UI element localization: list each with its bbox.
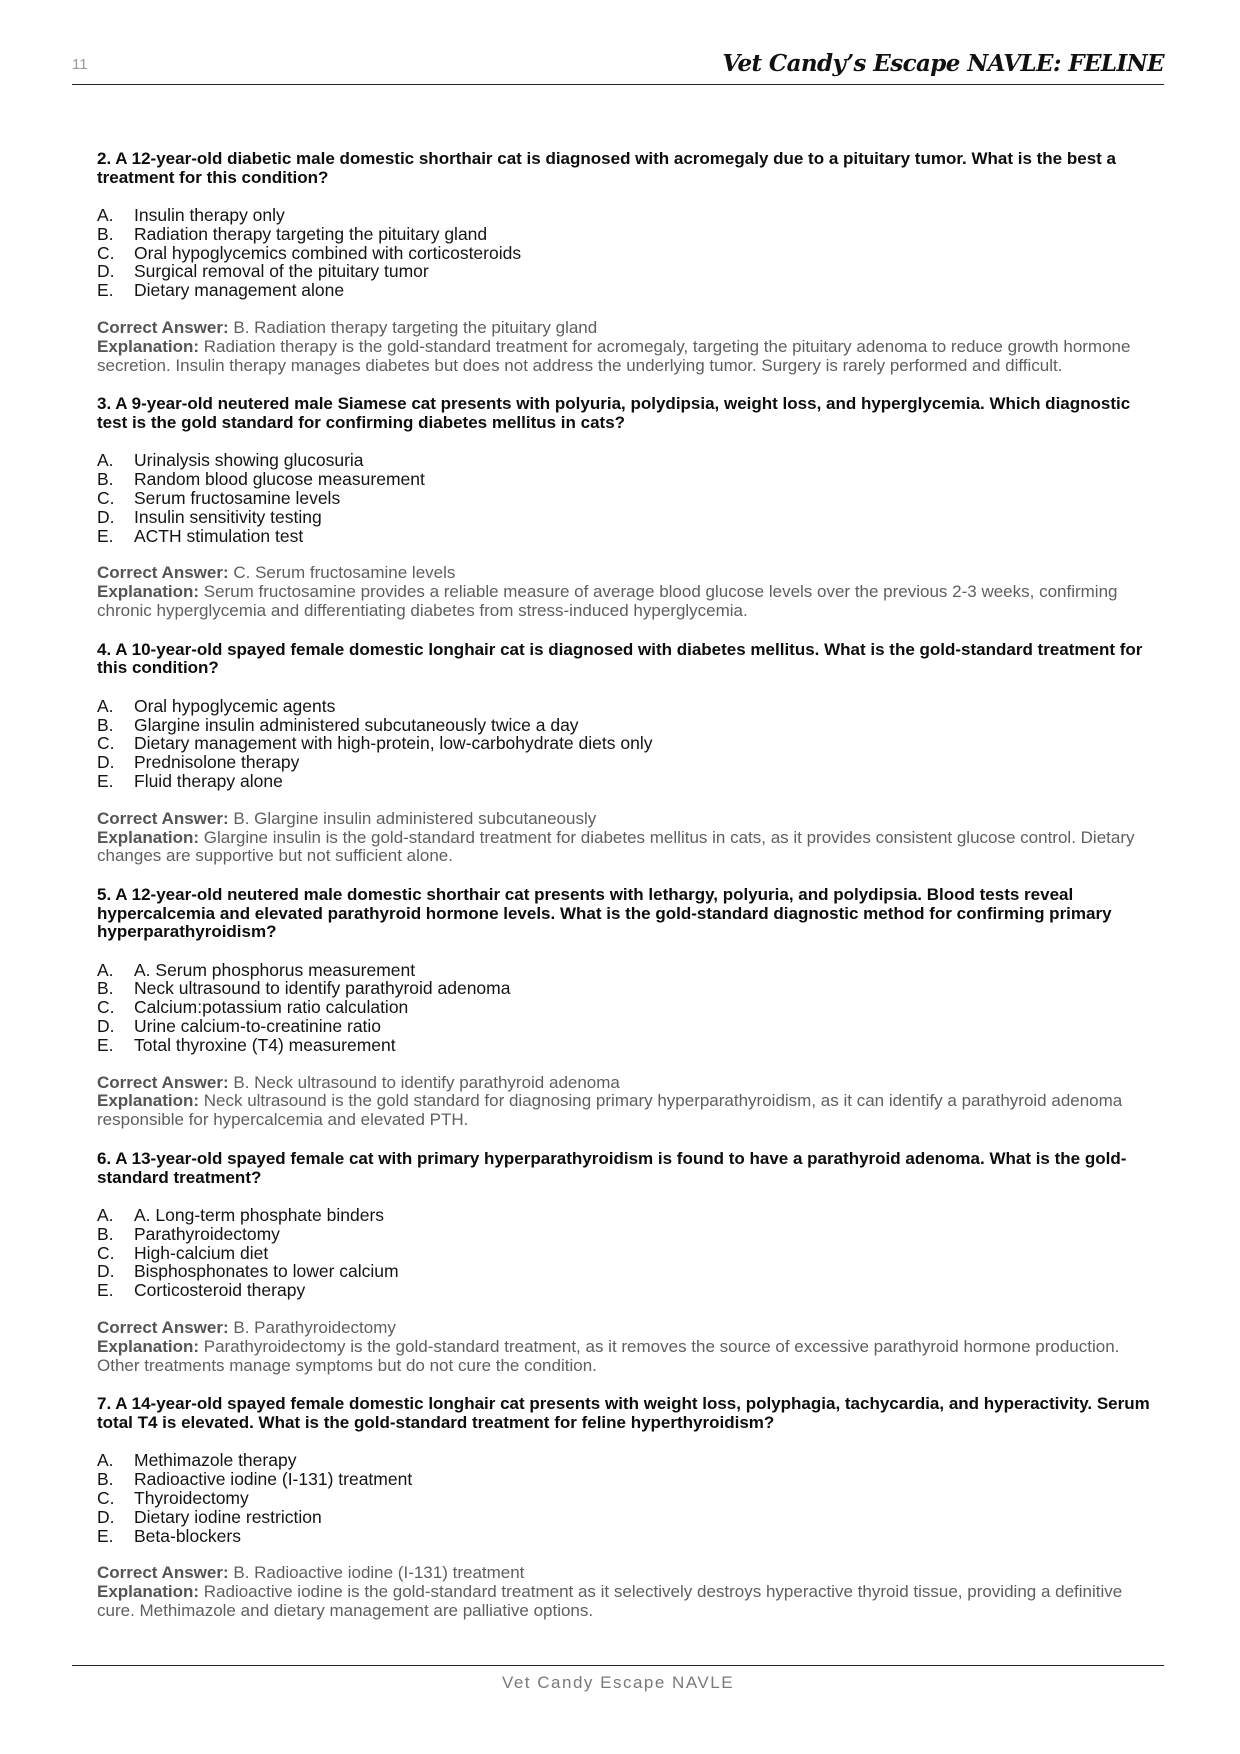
option-text: Surgical removal of the pituitary tumor bbox=[134, 261, 429, 282]
explanation bbox=[97, 1338, 1157, 1376]
option-text: A. Long-term phosphate binders bbox=[134, 1205, 385, 1225]
answer-option bbox=[97, 451, 1157, 470]
option-letter: E. bbox=[97, 1280, 114, 1301]
question-text: 2. A 12-year-old diabetic male domestic shorthair cat is diagnosed with acromegaly due to a pituitary tumor. What is the best a treatment for this condition? bbox=[97, 149, 1116, 187]
option-text: Parathyroidectomy bbox=[134, 1223, 280, 1244]
answer-option bbox=[97, 1036, 1157, 1055]
question-block bbox=[97, 150, 1157, 375]
explanation-label: Explanation: bbox=[97, 1582, 200, 1602]
option-text: Oral hypoglycemics combined with corticosteroids bbox=[134, 242, 522, 263]
explanation-text: Radioactive iodine is the gold-standard treatment as it selectively destroys hyperactive thyroid tissue, providing a definitive cure. Methimazole and dietary management are palliative options. bbox=[97, 1582, 1123, 1620]
option-text: Total thyroxine (T4) measurement bbox=[134, 1034, 396, 1055]
answer-option bbox=[97, 753, 1157, 772]
option-text: Dietary management with high-protein, low-carbohydrate diets only bbox=[134, 733, 653, 754]
option-letter: D. bbox=[97, 506, 115, 527]
answer-option bbox=[97, 225, 1157, 244]
answer-option bbox=[97, 244, 1157, 263]
question-text: 5. A 12-year-old neutered male domestic shorthair cat presents with lethargy, polyuria, and polydipsia. Blood tests reveal hypercalcemia and elevated parathyroid hormone levels. What is the gold-standard diagnostic method for confirming primary hyperparathyroidism? bbox=[97, 885, 1112, 942]
option-letter: A. bbox=[97, 1205, 114, 1225]
explanation-text: Parathyroidectomy is the gold-standard treatment, as it removes the source of excessive parathyroid hormone production. Other treatments manage symptoms but do not cure the condition. bbox=[97, 1336, 1120, 1375]
explanation bbox=[97, 1583, 1157, 1621]
answer-options bbox=[97, 206, 1157, 300]
option-letter: A. bbox=[97, 695, 114, 716]
option-text: Insulin sensitivity testing bbox=[134, 506, 322, 527]
explanation-label: Explanation: bbox=[97, 827, 200, 847]
option-text: Random blood glucose measurement bbox=[134, 469, 425, 490]
option-text: Radioactive iodine (I-131) treatment bbox=[134, 1469, 413, 1490]
option-letter: D. bbox=[97, 1261, 115, 1282]
option-text: Prednisolone therapy bbox=[134, 752, 300, 773]
question-text: 4. A 10-year-old spayed female domestic longhair cat is diagnosed with diabetes mellitus. What is the gold-standard treatment for this condition? bbox=[97, 639, 1143, 678]
option-letter: C. bbox=[97, 1242, 115, 1263]
explanation-text: Radiation therapy is the gold-standard treatment for acromegaly, targeting the pituitary adenoma to reduce growth hormone secretion. Insulin therapy manages diabetes but does not address the underlying tumor. Surgery is rarely performed and difficult. bbox=[97, 336, 1131, 375]
option-text: Neck ultrasound to identify parathyroid adenoma bbox=[134, 978, 511, 999]
explanation-label: Explanation: bbox=[97, 1091, 200, 1111]
correct-answer-label: Correct Answer: bbox=[97, 317, 229, 337]
answer-option bbox=[97, 1281, 1157, 1300]
question-block bbox=[97, 395, 1157, 620]
explanation bbox=[97, 829, 1157, 867]
answer-options bbox=[97, 451, 1157, 545]
option-letter: B. bbox=[97, 1223, 114, 1244]
explanation-text: Glargine insulin is the gold-standard treatment for diabetes mellitus in cats, as it provides consistent glucose control. Dietary changes are supportive but not sufficient alone. bbox=[97, 827, 1135, 866]
explanation bbox=[97, 583, 1157, 621]
answer-option bbox=[97, 1508, 1157, 1527]
answer-option bbox=[97, 979, 1157, 998]
answer-option bbox=[97, 1489, 1157, 1508]
correct-answer bbox=[97, 810, 1157, 829]
explanation-label: Explanation: bbox=[97, 582, 200, 602]
option-letter: D. bbox=[97, 261, 115, 282]
option-text: Beta-blockers bbox=[134, 1525, 241, 1546]
page-header bbox=[72, 50, 1164, 85]
answer-option bbox=[97, 489, 1157, 508]
option-letter: E. bbox=[97, 770, 114, 791]
answer-option bbox=[97, 998, 1157, 1017]
option-text: Radiation therapy targeting the pituitary gland bbox=[134, 223, 488, 244]
page-footer bbox=[72, 1665, 1164, 1693]
question-text: 7. A 14-year-old spayed female domestic longhair cat presents with weight loss, polyphagia, tachycardia, and hyperactivity. Serum total T4 is elevated. What is the gold-standard treatment for feline hyperthyroidism? bbox=[97, 1394, 1150, 1432]
correct-answer bbox=[97, 1074, 1157, 1093]
answer-option bbox=[97, 281, 1157, 300]
answer-option bbox=[97, 1225, 1157, 1244]
option-letter: E. bbox=[97, 525, 114, 546]
answer-options bbox=[97, 697, 1157, 791]
answer-option bbox=[97, 961, 1157, 980]
answer-option bbox=[97, 1470, 1157, 1489]
option-text: Fluid therapy alone bbox=[134, 770, 283, 791]
option-text: High-calcium diet bbox=[134, 1242, 269, 1263]
option-letter: A. bbox=[97, 1450, 114, 1471]
correct-answer-value: B. Radioactive iodine (I-131) treatment bbox=[233, 1563, 525, 1583]
correct-answer-value: C. Serum fructosamine levels bbox=[233, 563, 456, 583]
option-text: Bisphosphonates to lower calcium bbox=[134, 1261, 399, 1282]
option-text: Thyroidectomy bbox=[134, 1487, 249, 1508]
answer-option bbox=[97, 1017, 1157, 1036]
correct-answer-label: Correct Answer: bbox=[97, 1317, 229, 1337]
answer-option bbox=[97, 1262, 1157, 1281]
correct-answer-label: Correct Answer: bbox=[97, 1563, 229, 1583]
option-letter: D. bbox=[97, 1506, 115, 1527]
question-list bbox=[97, 150, 1157, 1641]
answer-option bbox=[97, 508, 1157, 527]
correct-answer bbox=[97, 1319, 1157, 1338]
option-text: Methimazole therapy bbox=[134, 1450, 297, 1471]
correct-answer-label: Correct Answer: bbox=[97, 1072, 229, 1092]
correct-answer-value: B. Neck ultrasound to identify parathyroid adenoma bbox=[233, 1072, 620, 1092]
correct-answer-label: Correct Answer: bbox=[97, 808, 229, 828]
option-letter: C. bbox=[97, 733, 115, 754]
question-block bbox=[97, 1395, 1157, 1620]
option-letter: D. bbox=[97, 752, 115, 773]
answer-option bbox=[97, 1244, 1157, 1263]
book-title: Vet Candy’s Escape NAVLE: FELINE bbox=[722, 50, 1164, 77]
option-letter: D. bbox=[97, 1016, 115, 1037]
explanation-text: Serum fructosamine provides a reliable measure of average blood glucose levels over the previous 2-3 weeks, confirming chronic hyperglycemia and differentiating diabetes from stress-induced hyperglycemia. bbox=[97, 582, 1118, 620]
option-letter: C. bbox=[97, 1487, 115, 1508]
option-letter: B. bbox=[97, 978, 114, 999]
answer-option bbox=[97, 697, 1157, 716]
option-letter: C. bbox=[97, 997, 115, 1018]
option-letter: E. bbox=[97, 1034, 114, 1055]
explanation bbox=[97, 1092, 1157, 1130]
correct-answer bbox=[97, 564, 1157, 583]
answer-option bbox=[97, 772, 1157, 791]
answer-options bbox=[97, 1206, 1157, 1300]
answer-option bbox=[97, 1451, 1157, 1470]
question-text: 3. A 9-year-old neutered male Siamese cat presents with polyuria, polydipsia, weight loss, and hyperglycemia. Which diagnostic test is the gold standard for confirming diabetes mellitus in cats? bbox=[97, 394, 1131, 432]
correct-answer bbox=[97, 319, 1157, 338]
option-letter: B. bbox=[97, 223, 114, 244]
correct-answer-label: Correct Answer: bbox=[97, 563, 229, 583]
answer-option bbox=[97, 262, 1157, 281]
option-letter: E. bbox=[97, 1525, 114, 1546]
answer-option bbox=[97, 527, 1157, 546]
answer-options bbox=[97, 961, 1157, 1055]
correct-answer-value: B. Glargine insulin administered subcutaneously bbox=[233, 808, 597, 828]
correct-answer-value: B. Radiation therapy targeting the pituitary gland bbox=[233, 317, 598, 337]
option-letter: C. bbox=[97, 242, 115, 263]
option-letter: A. bbox=[97, 450, 114, 471]
question-block bbox=[97, 1150, 1157, 1375]
option-text: Urinalysis showing glucosuria bbox=[134, 450, 364, 471]
option-text: Oral hypoglycemic agents bbox=[134, 695, 336, 716]
explanation-label: Explanation: bbox=[97, 336, 200, 356]
correct-answer-value: B. Parathyroidectomy bbox=[233, 1317, 396, 1337]
explanation-text: Neck ultrasound is the gold standard for diagnosing primary hyperparathyroidism, as it can identify a parathyroid adenoma responsible for hypercalcemia and elevated PTH. bbox=[97, 1091, 1123, 1130]
option-letter: A. bbox=[97, 205, 114, 225]
answer-option bbox=[97, 716, 1157, 735]
option-letter: E. bbox=[97, 280, 114, 301]
explanation bbox=[97, 338, 1157, 376]
option-text: Dietary management alone bbox=[134, 280, 345, 301]
option-text: Serum fructosamine levels bbox=[134, 487, 341, 508]
option-text: Dietary iodine restriction bbox=[134, 1506, 322, 1527]
option-letter: A. bbox=[97, 959, 114, 980]
answer-option bbox=[97, 470, 1157, 489]
option-text: A. Serum phosphorus measurement bbox=[134, 959, 416, 980]
option-text: Urine calcium-to-creatinine ratio bbox=[134, 1016, 382, 1037]
explanation-label: Explanation: bbox=[97, 1336, 200, 1356]
correct-answer bbox=[97, 1564, 1157, 1583]
option-text: Glargine insulin administered subcutaneously twice a day bbox=[134, 714, 579, 735]
answer-option bbox=[97, 734, 1157, 753]
page-number: 11 bbox=[72, 56, 88, 73]
option-text: ACTH stimulation test bbox=[134, 525, 304, 546]
answer-option bbox=[97, 1527, 1157, 1546]
answer-options bbox=[97, 1451, 1157, 1545]
option-text: Insulin therapy only bbox=[134, 205, 285, 225]
footer-text: Vet Candy Escape NAVLE bbox=[501, 1673, 735, 1692]
option-letter: B. bbox=[97, 1469, 114, 1490]
answer-option bbox=[97, 1206, 1157, 1225]
option-letter: C. bbox=[97, 487, 115, 508]
answer-option bbox=[97, 206, 1157, 225]
option-letter: B. bbox=[97, 469, 114, 490]
question-block bbox=[97, 886, 1157, 1130]
question-block bbox=[97, 641, 1157, 866]
option-text: Corticosteroid therapy bbox=[134, 1280, 306, 1301]
option-text: Calcium:potassium ratio calculation bbox=[134, 997, 409, 1018]
question-text: 6. A 13-year-old spayed female cat with primary hyperparathyroidism is found to have a parathyroid adenoma. What is the gold-standard treatment? bbox=[97, 1149, 1127, 1187]
option-letter: B. bbox=[97, 714, 114, 735]
